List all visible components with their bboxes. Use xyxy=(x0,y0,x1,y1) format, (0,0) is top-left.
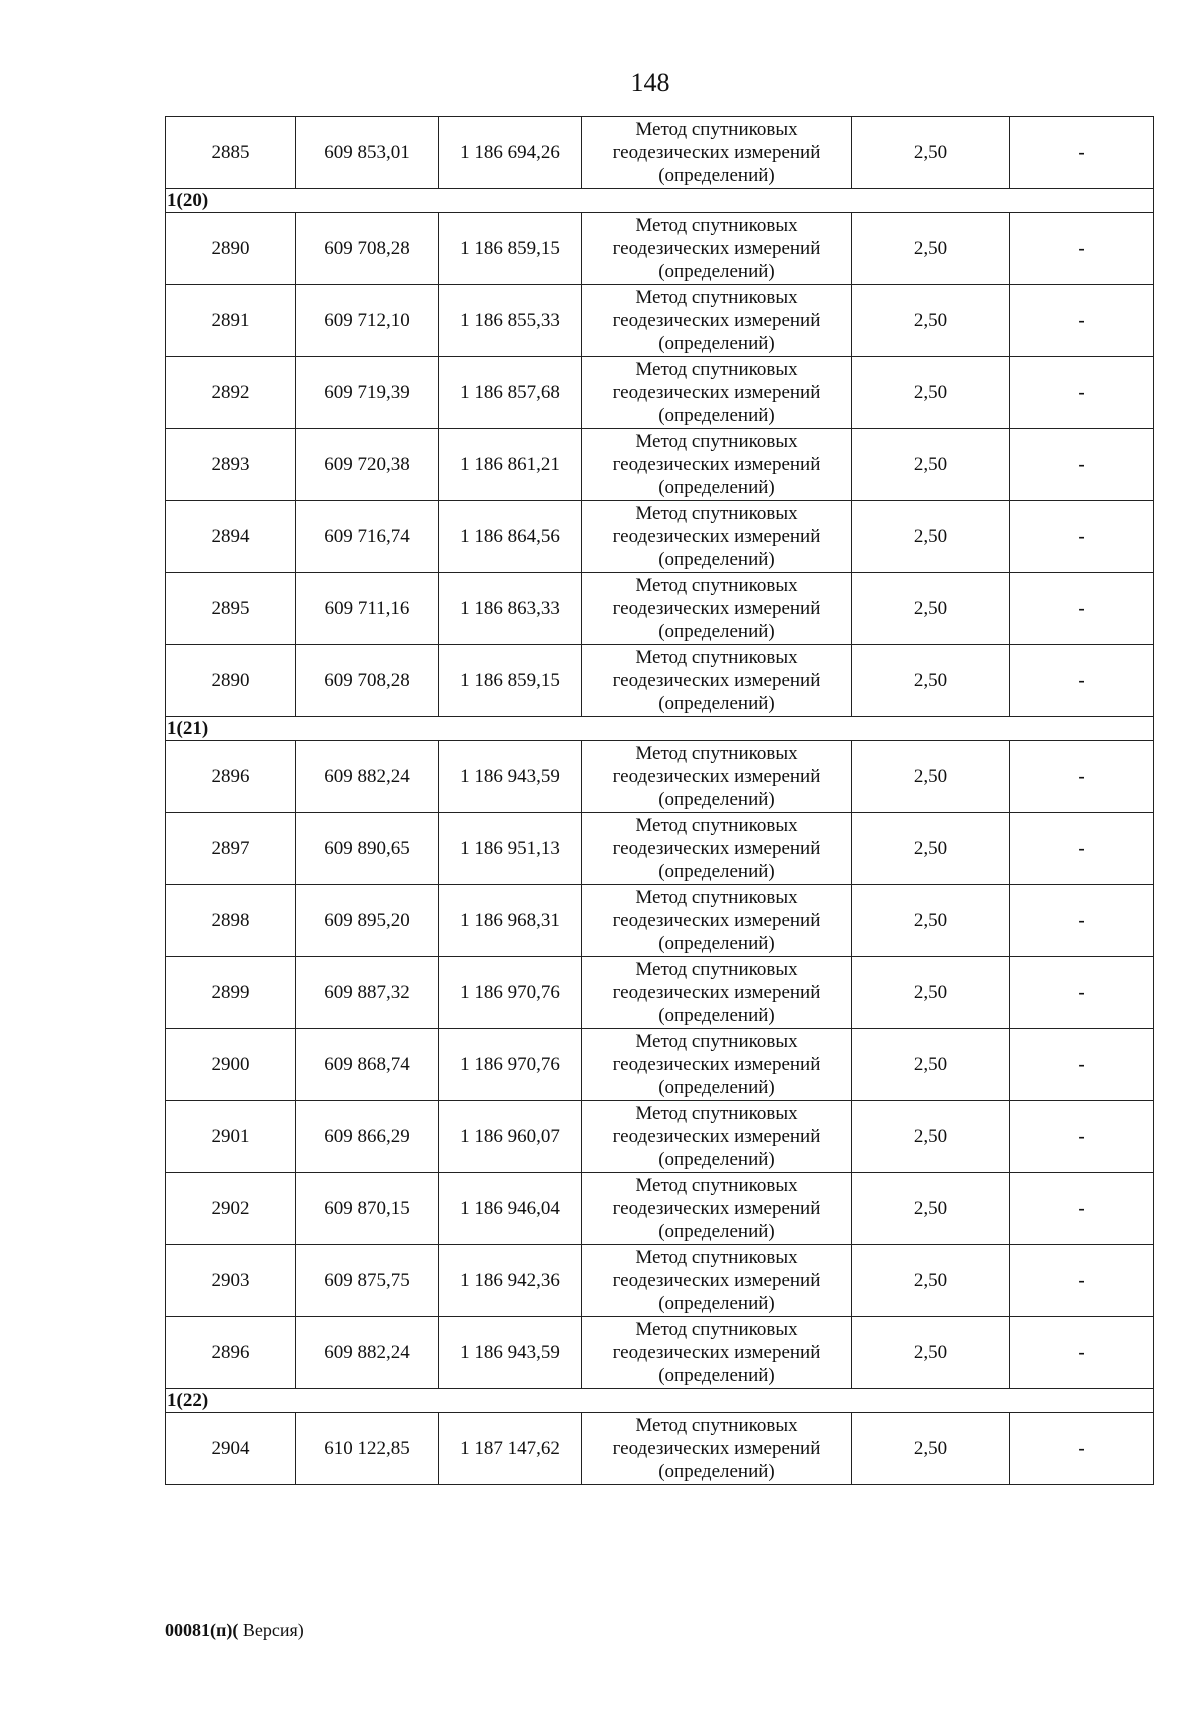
coordinate-x-cell: 609 716,74 xyxy=(296,501,439,573)
table-row xyxy=(166,813,1154,885)
point-number-cell: 2896 xyxy=(166,1317,296,1389)
method-line: Метод спутниковых xyxy=(635,815,798,836)
group-label: 1(22) xyxy=(166,1389,1154,1413)
table-row xyxy=(166,117,1154,189)
group-header-row xyxy=(166,189,1154,213)
method-line: (определений) xyxy=(658,261,775,282)
accuracy-cell: 2,50 xyxy=(852,813,1010,885)
accuracy-cell: 2,50 xyxy=(852,741,1010,813)
document-code: 00081(п)( xyxy=(165,1620,239,1640)
note-cell: - xyxy=(1010,741,1154,813)
method-line: геодезических измерений xyxy=(612,670,821,691)
point-number-cell: 2890 xyxy=(166,213,296,285)
point-number-cell: 2901 xyxy=(166,1101,296,1173)
accuracy-cell: 2,50 xyxy=(852,1413,1010,1485)
method-cell xyxy=(582,1317,852,1389)
method-line: (определений) xyxy=(658,1221,775,1242)
coordinate-y-cell: 1 187 147,62 xyxy=(439,1413,582,1485)
note-cell: - xyxy=(1010,1245,1154,1317)
coordinate-x-cell: 609 866,29 xyxy=(296,1101,439,1173)
point-number-cell: 2891 xyxy=(166,285,296,357)
coordinate-y-cell: 1 186 859,15 xyxy=(439,645,582,717)
point-number-cell: 2896 xyxy=(166,741,296,813)
table-row xyxy=(166,1317,1154,1389)
method-line: геодезических измерений xyxy=(612,1342,821,1363)
table-row xyxy=(166,741,1154,813)
accuracy-cell: 2,50 xyxy=(852,213,1010,285)
method-line: геодезических измерений xyxy=(612,598,821,619)
point-number-cell: 2902 xyxy=(166,1173,296,1245)
accuracy-cell: 2,50 xyxy=(852,1029,1010,1101)
table-row xyxy=(166,1101,1154,1173)
method-cell xyxy=(582,813,852,885)
table-row xyxy=(166,213,1154,285)
coordinate-y-cell: 1 186 946,04 xyxy=(439,1173,582,1245)
coordinate-x-cell: 609 870,15 xyxy=(296,1173,439,1245)
method-line: геодезических измерений xyxy=(612,910,821,931)
table-row xyxy=(166,645,1154,717)
note-cell: - xyxy=(1010,1413,1154,1485)
point-number-cell: 2885 xyxy=(166,117,296,189)
method-line: (определений) xyxy=(658,1149,775,1170)
accuracy-cell: 2,50 xyxy=(852,645,1010,717)
accuracy-cell: 2,50 xyxy=(852,1245,1010,1317)
method-line: (определений) xyxy=(658,1293,775,1314)
accuracy-cell: 2,50 xyxy=(852,1173,1010,1245)
method-cell xyxy=(582,885,852,957)
coordinate-x-cell: 609 853,01 xyxy=(296,117,439,189)
note-cell: - xyxy=(1010,213,1154,285)
coordinate-y-cell: 1 186 861,21 xyxy=(439,429,582,501)
coordinate-y-cell: 1 186 942,36 xyxy=(439,1245,582,1317)
coordinate-x-cell: 609 868,74 xyxy=(296,1029,439,1101)
method-line: геодезических измерений xyxy=(612,982,821,1003)
table-row xyxy=(166,1173,1154,1245)
group-label: 1(20) xyxy=(166,189,1154,213)
method-line: геодезических измерений xyxy=(612,454,821,475)
coordinate-x-cell: 609 708,28 xyxy=(296,213,439,285)
method-cell xyxy=(582,645,852,717)
point-number-cell: 2900 xyxy=(166,1029,296,1101)
point-number-cell: 2895 xyxy=(166,573,296,645)
method-line: Метод спутниковых xyxy=(635,431,798,452)
coordinate-x-cell: 609 875,75 xyxy=(296,1245,439,1317)
accuracy-cell: 2,50 xyxy=(852,117,1010,189)
coordinate-x-cell: 609 890,65 xyxy=(296,813,439,885)
coordinate-y-cell: 1 186 857,68 xyxy=(439,357,582,429)
table-row xyxy=(166,357,1154,429)
method-cell xyxy=(582,1245,852,1317)
method-line: (определений) xyxy=(658,333,775,354)
accuracy-cell: 2,50 xyxy=(852,285,1010,357)
coordinate-y-cell: 1 186 943,59 xyxy=(439,1317,582,1389)
point-number-cell: 2898 xyxy=(166,885,296,957)
method-line: (определений) xyxy=(658,549,775,570)
point-number-cell: 2897 xyxy=(166,813,296,885)
method-line: Метод спутниковых xyxy=(635,743,798,764)
coordinate-y-cell: 1 186 960,07 xyxy=(439,1101,582,1173)
note-cell: - xyxy=(1010,573,1154,645)
coordinate-y-cell: 1 186 863,33 xyxy=(439,573,582,645)
note-cell: - xyxy=(1010,1029,1154,1101)
group-header-row xyxy=(166,1389,1154,1413)
method-line: (определений) xyxy=(658,861,775,882)
coordinate-x-cell: 610 122,85 xyxy=(296,1413,439,1485)
method-line: (определений) xyxy=(658,789,775,810)
method-cell xyxy=(582,1413,852,1485)
method-line: (определений) xyxy=(658,477,775,498)
method-line: (определений) xyxy=(658,621,775,642)
group-header-row xyxy=(166,717,1154,741)
coordinate-y-cell: 1 186 970,76 xyxy=(439,957,582,1029)
note-cell: - xyxy=(1010,117,1154,189)
method-line: геодезических измерений xyxy=(612,526,821,547)
method-line: геодезических измерений xyxy=(612,1126,821,1147)
method-cell xyxy=(582,573,852,645)
method-line: Метод спутниковых xyxy=(635,1031,798,1052)
method-line: геодезических измерений xyxy=(612,142,821,163)
accuracy-cell: 2,50 xyxy=(852,957,1010,1029)
accuracy-cell: 2,50 xyxy=(852,1317,1010,1389)
method-line: (определений) xyxy=(658,933,775,954)
table-row xyxy=(166,885,1154,957)
method-line: Метод спутниковых xyxy=(635,887,798,908)
table-row xyxy=(166,957,1154,1029)
method-line: Метод спутниковых xyxy=(635,119,798,140)
coordinate-y-cell: 1 186 951,13 xyxy=(439,813,582,885)
method-line: геодезических измерений xyxy=(612,766,821,787)
coordinate-y-cell: 1 186 970,76 xyxy=(439,1029,582,1101)
method-cell xyxy=(582,501,852,573)
method-line: Метод спутниковых xyxy=(635,575,798,596)
note-cell: - xyxy=(1010,429,1154,501)
method-line: Метод спутниковых xyxy=(635,359,798,380)
point-number-cell: 2894 xyxy=(166,501,296,573)
method-line: Метод спутниковых xyxy=(635,647,798,668)
coordinate-x-cell: 609 719,39 xyxy=(296,357,439,429)
method-line: (определений) xyxy=(658,1461,775,1482)
method-line: Метод спутниковых xyxy=(635,959,798,980)
method-cell xyxy=(582,117,852,189)
method-line: Метод спутниковых xyxy=(635,287,798,308)
method-line: геодезических измерений xyxy=(612,1270,821,1291)
coordinate-x-cell: 609 882,24 xyxy=(296,1317,439,1389)
accuracy-cell: 2,50 xyxy=(852,357,1010,429)
method-line: Метод спутниковых xyxy=(635,215,798,236)
method-line: геодезических измерений xyxy=(612,1198,821,1219)
method-line: (определений) xyxy=(658,1005,775,1026)
table-row xyxy=(166,285,1154,357)
point-number-cell: 2890 xyxy=(166,645,296,717)
group-label: 1(21) xyxy=(166,717,1154,741)
document-version-label: Версия) xyxy=(238,1620,304,1640)
method-cell xyxy=(582,357,852,429)
table-row xyxy=(166,1413,1154,1485)
coordinate-y-cell: 1 186 859,15 xyxy=(439,213,582,285)
coordinate-x-cell: 609 882,24 xyxy=(296,741,439,813)
method-cell xyxy=(582,1173,852,1245)
accuracy-cell: 2,50 xyxy=(852,429,1010,501)
coordinate-x-cell: 609 708,28 xyxy=(296,645,439,717)
table-row xyxy=(166,501,1154,573)
coordinates-table-body xyxy=(166,117,1154,1485)
accuracy-cell: 2,50 xyxy=(852,885,1010,957)
method-cell xyxy=(582,957,852,1029)
note-cell: - xyxy=(1010,957,1154,1029)
method-line: геодезических измерений xyxy=(612,310,821,331)
coordinate-y-cell: 1 186 968,31 xyxy=(439,885,582,957)
method-line: геодезических измерений xyxy=(612,238,821,259)
method-cell xyxy=(582,741,852,813)
note-cell: - xyxy=(1010,357,1154,429)
coordinate-y-cell: 1 186 943,59 xyxy=(439,741,582,813)
note-cell: - xyxy=(1010,285,1154,357)
table-row xyxy=(166,429,1154,501)
method-line: (определений) xyxy=(658,1365,775,1386)
coordinate-x-cell: 609 712,10 xyxy=(296,285,439,357)
method-line: (определений) xyxy=(658,405,775,426)
coordinate-y-cell: 1 186 864,56 xyxy=(439,501,582,573)
accuracy-cell: 2,50 xyxy=(852,573,1010,645)
method-line: геодезических измерений xyxy=(612,838,821,859)
accuracy-cell: 2,50 xyxy=(852,501,1010,573)
method-line: геодезических измерений xyxy=(612,1438,821,1459)
coordinate-y-cell: 1 186 694,26 xyxy=(439,117,582,189)
note-cell: - xyxy=(1010,813,1154,885)
method-cell xyxy=(582,285,852,357)
note-cell: - xyxy=(1010,1317,1154,1389)
point-number-cell: 2903 xyxy=(166,1245,296,1317)
method-cell xyxy=(582,429,852,501)
coordinates-table xyxy=(165,116,1154,1485)
point-number-cell: 2899 xyxy=(166,957,296,1029)
method-line: (определений) xyxy=(658,1077,775,1098)
table-row xyxy=(166,1245,1154,1317)
table-row xyxy=(166,573,1154,645)
method-cell xyxy=(582,1029,852,1101)
coordinate-x-cell: 609 895,20 xyxy=(296,885,439,957)
method-line: Метод спутниковых xyxy=(635,1415,798,1436)
method-line: Метод спутниковых xyxy=(635,1103,798,1124)
document-footer xyxy=(165,1620,304,1641)
method-line: Метод спутниковых xyxy=(635,1319,798,1340)
coordinate-y-cell: 1 186 855,33 xyxy=(439,285,582,357)
coordinate-x-cell: 609 887,32 xyxy=(296,957,439,1029)
note-cell: - xyxy=(1010,885,1154,957)
coordinate-x-cell: 609 720,38 xyxy=(296,429,439,501)
method-line: Метод спутниковых xyxy=(635,1247,798,1268)
method-line: геодезических измерений xyxy=(612,382,821,403)
method-line: Метод спутниковых xyxy=(635,1175,798,1196)
method-line: (определений) xyxy=(658,693,775,714)
table-row xyxy=(166,1029,1154,1101)
accuracy-cell: 2,50 xyxy=(852,1101,1010,1173)
point-number-cell: 2904 xyxy=(166,1413,296,1485)
method-line: Метод спутниковых xyxy=(635,503,798,524)
coordinate-x-cell: 609 711,16 xyxy=(296,573,439,645)
method-cell xyxy=(582,1101,852,1173)
point-number-cell: 2892 xyxy=(166,357,296,429)
page-number: 148 xyxy=(630,68,670,97)
method-line: геодезических измерений xyxy=(612,1054,821,1075)
method-line: (определений) xyxy=(658,165,775,186)
note-cell: - xyxy=(1010,501,1154,573)
note-cell: - xyxy=(1010,645,1154,717)
point-number-cell: 2893 xyxy=(166,429,296,501)
note-cell: - xyxy=(1010,1101,1154,1173)
note-cell: - xyxy=(1010,1173,1154,1245)
method-cell xyxy=(582,213,852,285)
